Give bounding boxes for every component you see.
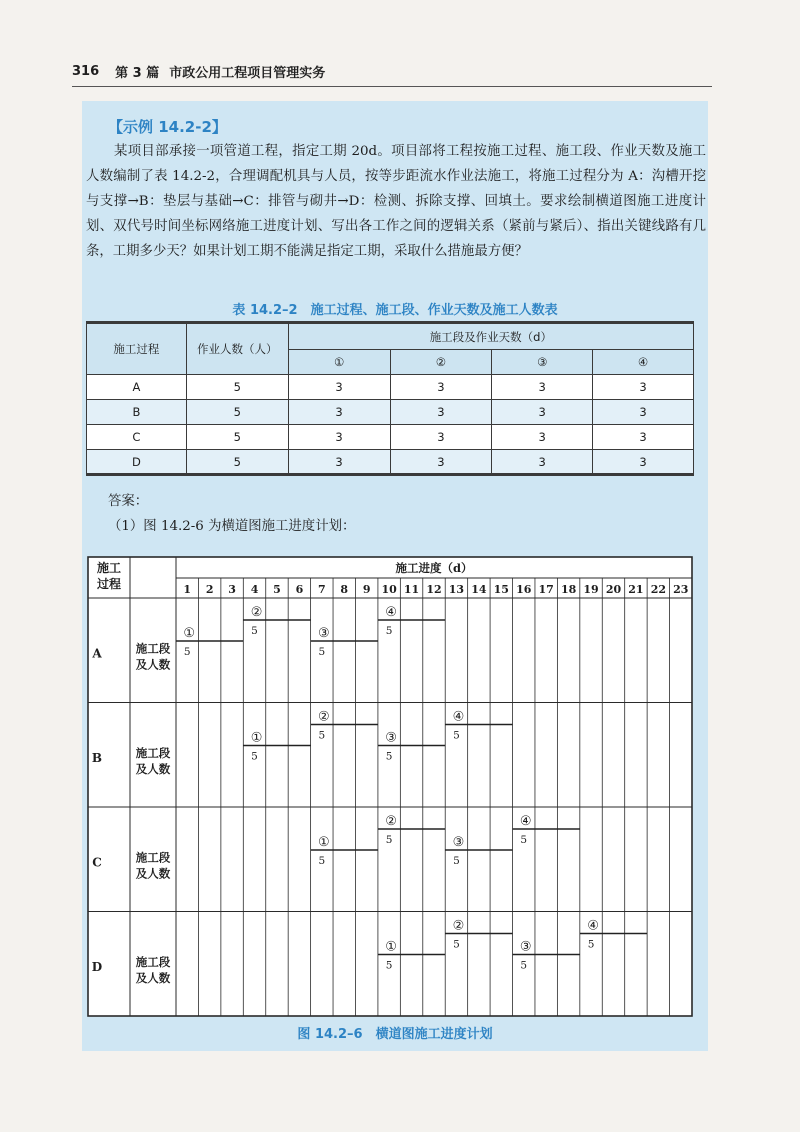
process-cell: A [87,375,187,400]
gantt-day-tick: 5 [273,583,281,596]
gantt-bar-workers-label: 5 [587,938,595,951]
gantt-bar-segment-label: ③ [317,626,330,641]
process-cell: B [87,400,187,425]
gantt-row-sublabel: 施工段 [135,850,171,865]
days-cell: 3 [492,375,593,400]
segment-header: ② [390,350,492,375]
days-cell: 3 [593,425,694,450]
col-process-header: 施工过程 [87,323,187,375]
gantt-bar-workers-label: 5 [385,834,393,846]
gantt-bar-segment-label: ③ [385,730,397,746]
gantt-bar-workers-label: 5 [520,834,528,846]
workers-cell: 5 [186,400,288,425]
gantt-row-process-label: A [92,646,102,661]
gantt-bar-segment-label: ③ [519,939,532,955]
gantt-day-tick: 2 [205,583,214,596]
gantt-row-sublabel: 及人数 [135,970,171,985]
gantt-row-sublabel: 施工段 [135,641,171,656]
gantt-bar-segment-label: ④ [519,814,532,829]
days-cell: 3 [593,400,694,425]
part-label: 第 3 篇 [115,65,160,81]
answer-label: 答案： [108,494,149,509]
gantt-day-tick: 8 [340,583,349,596]
gantt-bar-workers-label: 5 [318,855,326,867]
gantt-day-tick: 21 [628,583,644,596]
days-cell: 3 [390,375,492,400]
process-cell: C [87,425,187,450]
gantt-bar-segment-label: ② [385,814,397,829]
days-cell: 3 [288,400,390,425]
gantt-day-tick: 10 [381,583,397,596]
gantt-row-process-label: B [91,750,103,765]
gantt-bar-segment-label: ② [250,605,263,620]
gantt-bar-segment-label: ① [183,626,196,641]
gantt-bar-segment-label: ② [317,709,330,725]
gantt-bar-segment-label: ④ [587,918,599,934]
days-cell: 3 [288,375,390,400]
gantt-row-process-label: C [92,855,102,870]
gantt-bar-segment-label: ④ [452,709,465,725]
days-cell: 3 [288,450,390,475]
days-cell: 3 [390,400,492,425]
days-cell: 3 [288,425,390,450]
gantt-bar-workers-label: 5 [183,646,191,658]
gantt-header-process: 过程 [96,577,122,591]
col-segments-group-header: 施工段及作业天数（d） [288,323,693,350]
table-caption: 表 14.2–2 施工过程、施工段、作业天数及施工人数表 [232,303,558,318]
gantt-day-tick: 1 [183,583,192,596]
process-cell: D [87,450,187,475]
segment-header: ④ [593,350,694,375]
gantt-day-tick: 22 [650,583,667,596]
gantt-day-tick: 20 [605,583,622,596]
workers-cell: 5 [186,450,288,475]
gantt-bar-segment-label: ① [317,835,330,850]
gantt-row-sublabel: 及人数 [135,761,171,776]
gantt-day-tick: 11 [403,583,420,596]
gantt-day-tick: 18 [560,583,577,596]
gantt-day-tick: 23 [673,583,689,596]
gantt-day-tick: 3 [228,583,236,596]
segment-header: ③ [492,350,593,375]
gantt-day-tick: 15 [493,583,509,596]
days-cell: 3 [593,450,694,475]
gantt-bar-workers-label: 5 [318,646,326,658]
gantt-bar-workers-label: 5 [251,625,258,637]
page-number: 316 [72,63,100,79]
workers-cell: 5 [186,375,288,400]
gantt-caption: 图 14.2–6 横道图施工进度计划 [297,1027,493,1042]
gantt-day-tick: 12 [426,583,442,596]
gantt-day-tick: 14 [471,583,487,596]
gantt-header-progress: 施工进度（d） [395,561,473,575]
gantt-bar-segment-label: ④ [385,605,397,620]
gantt-bar-segment-label: ① [250,730,263,746]
gantt-row-sublabel: 施工段 [135,954,171,969]
gantt-bar-workers-label: 5 [453,729,460,742]
days-cell: 3 [492,400,593,425]
gantt-header-process: 施工 [96,561,122,575]
gantt-bar-workers-label: 5 [453,938,460,951]
days-cell: 3 [390,425,492,450]
gantt-day-tick: 16 [516,583,532,596]
gantt-bar-workers-label: 5 [385,750,393,763]
col-workers-header: 作业人数（人） [186,323,288,375]
answer-item-1: （1）图 14.2-6 为横道图施工进度计划： [108,519,356,534]
gantt-bar-workers-label: 5 [251,750,258,763]
gantt-bar-workers-label: 5 [453,855,460,867]
example-paragraph: 某项目部承接一项管道工程，指定工期 20d。项目部将工程按施工过程、施工段、作业天数及施工人数编制了表 14.2-2，合理调配机具与人员，按等步距流水作业法施工，将施工过程分为 A：沟槽开挖与支撑→B：垫层与基础→C：排管与砌井→D：检测、拆除支撑、回填土。要求绘制横道图施工进度计划、双代号时间坐标网络施工进度计划、写出各工作之间的逻辑关系（紧前与紧后）、指出关键线路有几条，工期多少天？如果计划工期不能满足指定工期，采取什么措施最方便？ [86,144,706,259]
days-cell: 3 [492,425,593,450]
workers-cell: 5 [186,425,288,450]
gantt-day-tick: 4 [250,583,259,596]
book-title: 市政公用工程项目管理实务 [169,65,326,81]
days-cell: 3 [390,450,492,475]
days-cell: 3 [593,375,694,400]
days-cell: 3 [492,450,593,475]
gantt-day-tick: 19 [583,583,599,596]
gantt-day-tick: 13 [448,583,465,596]
gantt-bar-segment-label: ② [452,918,465,934]
gantt-row-process-label: D [91,959,103,974]
gantt-day-tick: 6 [295,583,304,596]
gantt-bar-workers-label: 5 [385,625,393,637]
gantt-row-sublabel: 及人数 [135,866,171,881]
example-title: 【示例 14.2-2】 [108,118,227,136]
gantt-day-tick: 9 [362,583,371,596]
gantt-bar-workers-label: 5 [385,959,393,972]
segment-header: ① [288,350,390,375]
gantt-day-tick: 17 [538,583,554,596]
gantt-bar-workers-label: 5 [318,729,326,742]
gantt-bar-workers-label: 5 [520,959,528,972]
gantt-row-sublabel: 及人数 [135,657,171,672]
gantt-day-tick: 7 [317,583,326,596]
gantt-bar-segment-label: ③ [452,835,465,850]
gantt-row-sublabel: 施工段 [135,745,171,760]
gantt-bar-segment-label: ① [385,939,397,955]
